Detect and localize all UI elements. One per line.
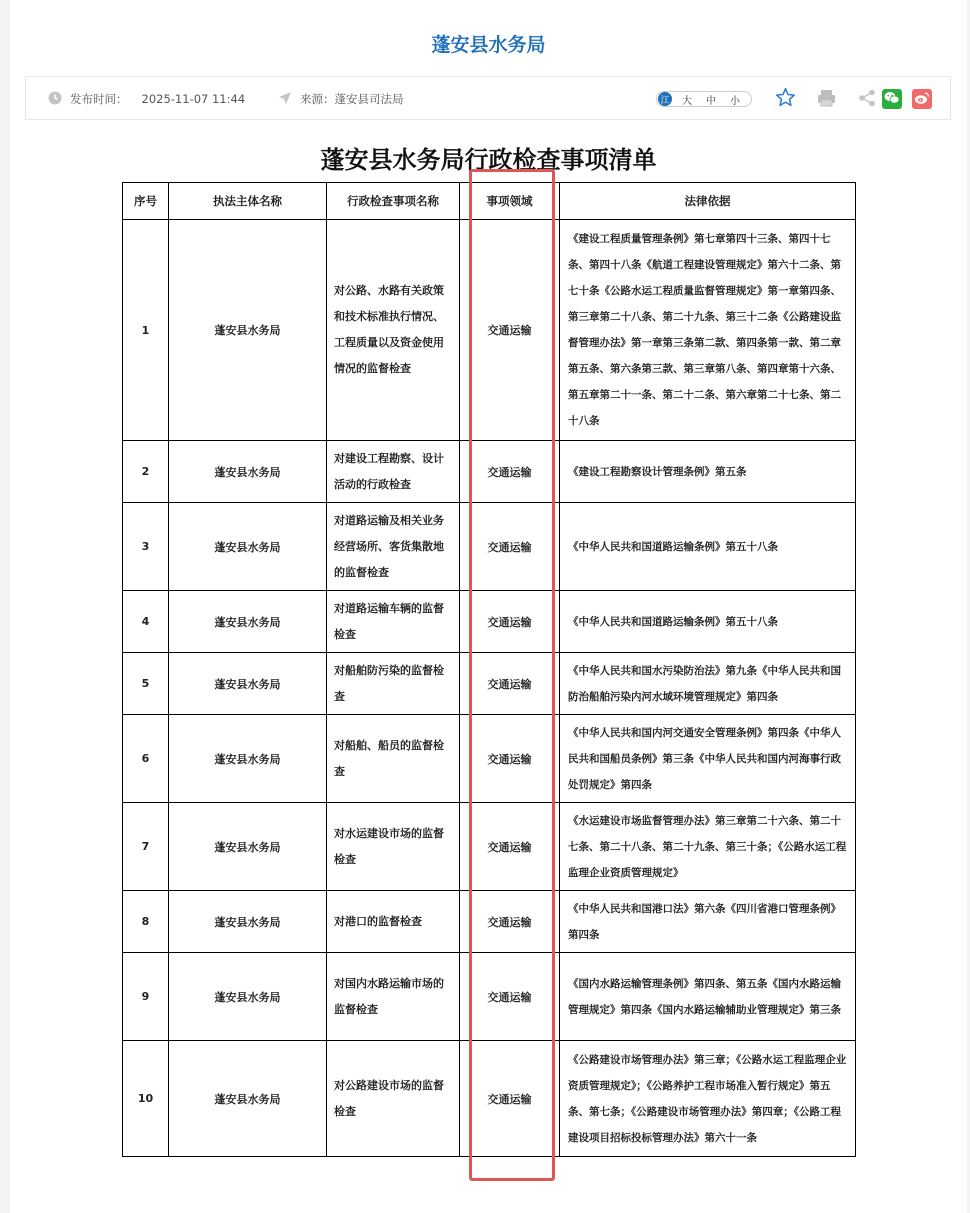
row-no: 10 xyxy=(123,1041,169,1157)
row-item: 对船舶、船员的监督检查 xyxy=(327,715,460,803)
row-field: 交通运输 xyxy=(460,953,560,1041)
row-item: 对建设工程勘察、设计活动的行政检查 xyxy=(327,441,460,503)
table-row xyxy=(123,953,856,1041)
table-row xyxy=(123,891,856,953)
table-row xyxy=(123,653,856,715)
row-item: 对公路建设市场的监督检查 xyxy=(327,1041,460,1157)
location-arrow-icon xyxy=(278,91,300,108)
row-agency: 蓬安县水务局 xyxy=(169,953,327,1041)
table-row xyxy=(123,503,856,591)
row-no: 9 xyxy=(123,953,169,1041)
inspection-items-table xyxy=(122,182,856,1157)
row-no: 2 xyxy=(123,441,169,503)
row-agency: 蓬安县水务局 xyxy=(169,653,327,715)
table-row xyxy=(123,1041,856,1157)
favorite-button[interactable] xyxy=(774,88,796,110)
column-header-basis: 法律依据 xyxy=(560,183,856,220)
row-basis: 《水运建设市场监督管理办法》第三章第二十六条、第二十七条、第二十八条、第二十九条、第三十条；《公路水运工程监理企业资质管理规定》 xyxy=(560,803,856,891)
row-basis: 《中华人民共和国港口法》第六条《四川省港口管理条例》第四条 xyxy=(560,891,856,953)
row-no: 3 xyxy=(123,503,169,591)
table-row xyxy=(123,715,856,803)
row-basis: 《国内水路运输管理条例》第四条、第五条《国内水路运输管理规定》第四条《国内水路运输辅助业管理规定》第三条 xyxy=(560,953,856,1041)
row-agency: 蓬安县水务局 xyxy=(169,715,327,803)
row-no: 6 xyxy=(123,715,169,803)
column-header-field: 事项领域 xyxy=(460,183,560,220)
row-agency: 蓬安县水务局 xyxy=(169,441,327,503)
font-size-badge: 江 xyxy=(658,92,672,106)
font-size-small[interactable]: 小 xyxy=(730,95,740,107)
row-item: 对公路、水路有关政策和技术标准执行情况、工程质量以及资金使用情况的监督检查 xyxy=(327,220,460,441)
publish-time-label: 发布时间： xyxy=(70,92,128,106)
weibo-share-button[interactable] xyxy=(912,89,932,109)
row-basis: 《中华人民共和国道路运输条例》第五十八条 xyxy=(560,591,856,653)
document-title: 蓬安县水务局行政检查事项清单 xyxy=(320,145,657,174)
row-field: 交通运输 xyxy=(460,1041,560,1157)
row-agency: 蓬安县水务局 xyxy=(169,503,327,591)
row-field: 交通运输 xyxy=(460,220,560,441)
publish-time-value: 2025-11-07 11:44 xyxy=(141,92,246,106)
row-field: 交通运输 xyxy=(460,591,560,653)
row-basis: 《建设工程质量管理条例》第七章第四十三条、第四十七条、第四十八条《航道工程建设管理规定》第六十二条、第七十条《公路水运工程质量监督管理规定》第一章第四条、第三章第二十八条、第二十九条、第三十二条《公路建设监督管理办法》第一章第三条第二款、第四条第一款、第二章第五条、第六条第三款、第三章第八条、第四章第十六条、第五章第二十一条、第二十二条、第六章第二十七条、第二十八条 xyxy=(560,220,856,441)
table-header-row xyxy=(123,183,856,220)
clock-icon xyxy=(48,91,70,108)
row-item: 对道路运输车辆的监督检查 xyxy=(327,591,460,653)
font-size-switcher xyxy=(656,91,752,107)
article-source xyxy=(278,77,404,121)
row-field: 交通运输 xyxy=(460,803,560,891)
print-button[interactable] xyxy=(815,88,837,110)
row-basis: 《建设工程勘察设计管理条例》第五条 xyxy=(560,441,856,503)
article-meta-bar xyxy=(25,76,951,120)
table-row xyxy=(123,441,856,503)
row-item: 对港口的监督检查 xyxy=(327,891,460,953)
star-icon xyxy=(775,87,796,111)
row-basis: 《中华人民共和国道路运输条例》第五十八条 xyxy=(560,503,856,591)
table-row xyxy=(123,803,856,891)
source-label: 来源： xyxy=(300,92,335,106)
column-header-agency: 执法主体名称 xyxy=(169,183,327,220)
row-basis: 《公路建设市场管理办法》第三章；《公路水运工程监理企业资质管理规定》；《公路养护工程市场准入暂行规定》第五条、第七条；《公路建设市场管理办法》第四章；《公路工程建设项目招标投标管理办法》第六十一条 xyxy=(560,1041,856,1157)
row-field: 交通运输 xyxy=(460,653,560,715)
share-icon xyxy=(858,89,876,110)
wechat-icon xyxy=(884,91,900,108)
row-item: 对船舶防污染的监督检查 xyxy=(327,653,460,715)
article-page xyxy=(10,0,967,1213)
table-row xyxy=(123,591,856,653)
row-item: 对水运建设市场的监督检查 xyxy=(327,803,460,891)
row-agency: 蓬安县水务局 xyxy=(169,591,327,653)
row-field: 交通运输 xyxy=(460,715,560,803)
row-item: 对国内水路运输市场的监督检查 xyxy=(327,953,460,1041)
wechat-share-button[interactable] xyxy=(882,89,902,109)
weibo-icon xyxy=(914,91,930,108)
column-header-no: 序号 xyxy=(123,183,169,220)
row-no: 5 xyxy=(123,653,169,715)
row-no: 1 xyxy=(123,220,169,441)
row-basis: 《中华人民共和国内河交通安全管理条例》第四条《中华人民共和国船员条例》第三条《中华人民共和国内河海事行政处罚规定》第四条 xyxy=(560,715,856,803)
source-value: 蓬安县司法局 xyxy=(334,92,404,106)
row-agency: 蓬安县水务局 xyxy=(169,891,327,953)
row-field: 交通运输 xyxy=(460,441,560,503)
font-size-large[interactable]: 大 xyxy=(682,95,692,107)
row-no: 4 xyxy=(123,591,169,653)
row-agency: 蓬安县水务局 xyxy=(169,1041,327,1157)
column-header-item: 行政检查事项名称 xyxy=(327,183,460,220)
print-icon xyxy=(817,89,836,110)
share-button[interactable] xyxy=(856,88,878,110)
table-row xyxy=(123,220,856,441)
row-field: 交通运输 xyxy=(460,503,560,591)
row-no: 8 xyxy=(123,891,169,953)
row-no: 7 xyxy=(123,803,169,891)
site-title[interactable]: 蓬安县水务局 xyxy=(431,34,546,56)
row-agency: 蓬安县水务局 xyxy=(169,803,327,891)
row-field: 交通运输 xyxy=(460,891,560,953)
publish-time xyxy=(48,77,245,121)
row-basis: 《中华人民共和国水污染防治法》第九条《中华人民共和国防治船舶污染内河水域环境管理规定》第四条 xyxy=(560,653,856,715)
row-item: 对道路运输及相关业务经营场所、客货集散地的监督检查 xyxy=(327,503,460,591)
font-size-medium[interactable]: 中 xyxy=(706,95,716,107)
row-agency: 蓬安县水务局 xyxy=(169,220,327,441)
